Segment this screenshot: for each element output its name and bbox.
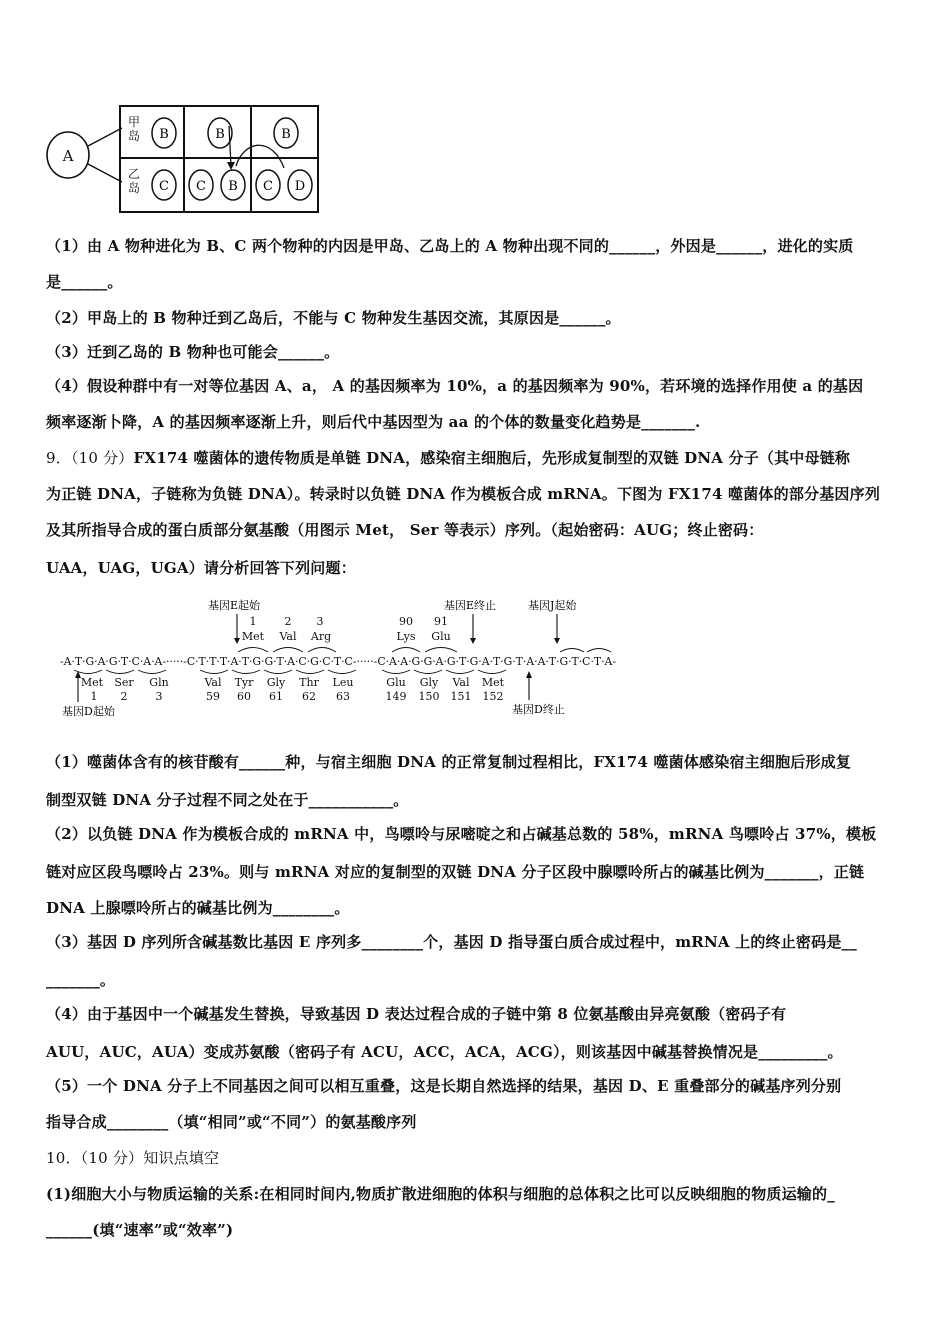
bottom-aa-leu: Leu [332, 676, 354, 689]
bottom-number-2: 2 [120, 690, 128, 703]
q9-intro-text: FX174 噬菌体的遗传物质是单链 DNA，感染宿主细胞后，先形成复制型的双链 DNA 分子（其中母链称 [133, 449, 851, 467]
island-jia-label: 甲岛 [127, 115, 141, 143]
q9-intro-line3: 及其所指导合成的蛋白质部分氨基酸（用图示 Met， Ser 等表示）序列。（起始密码：AUG；终止密码： [46, 521, 764, 539]
top-aa-val: Val [279, 630, 297, 643]
bottom-aa-gln: Gln [149, 676, 169, 689]
top-aa-met: Met [241, 630, 265, 643]
q9-number: 9．（10 分） [46, 449, 134, 467]
q9-part1-line1: （1）噬菌体含有的核苷酸有______种，与宿主细胞 DNA 的正常复制过程相比，FX174 噬菌体感染宿主细胞后形成复 [46, 753, 852, 771]
jia-cell-2 [208, 118, 232, 148]
bottom-number-1: 1 [90, 690, 98, 703]
q9-part2-line2: 链对应区段鸟嘌呤占 23%。则与 mRNA 对应的复制型的双链 DNA 分子区段中腺嘌呤所占的碱基比例为_______，正链 [46, 863, 865, 881]
q9-intro-line1 [46, 448, 906, 468]
q8-part1-line2: 是______。 [46, 273, 123, 291]
q9-part5-line2: 指导合成________（填“相同”或“不同”）的氨基酸序列 [46, 1113, 417, 1131]
svg-text:B: B [215, 127, 225, 142]
bottom-number-62: 62 [302, 690, 316, 703]
top-number-90: 90 [399, 615, 413, 628]
q8-part4-line1: （4）假设种群中有一对等位基因 A、a， A 的基因频率为 10%，a 的基因频率为 90%，若环境的选择作用使 a 的基因 [46, 377, 864, 395]
bottom-number-152: 152 [482, 690, 504, 703]
q9-part3-line2: _______。 [46, 971, 116, 989]
q10-heading: 10．（10 分）知识点填空 [46, 1149, 220, 1167]
jia-cell-1 [152, 118, 176, 148]
bottom-aa-thr: Thr [299, 676, 319, 689]
svg-text:B: B [281, 127, 291, 142]
bottom-aa-tyr: Tyr [234, 676, 254, 689]
dna-sequence: -A·T·G·A·G·T·C·A·A-·····-C·T·T·T·A·T·G·G·T·A·C·G·C·T·C-·····-C·A·A·G·G·A·G·T·G·A·T·G·T·A·A·T·G·T·C·T·A- [60, 655, 617, 668]
yi-cell-3 [221, 170, 245, 200]
gene-d-end-label: 基因D终止 [512, 703, 565, 716]
q9-part4-line1: （4）由于基因中一个碱基发生替换，导致基因 D 表达过程合成的子链中第 8 位氨基酸由异亮氨酸（密码子有 [46, 1005, 787, 1023]
bottom-number-60: 60 [237, 690, 251, 703]
bottom-aa-met: Met [80, 676, 104, 689]
island-diagram [44, 100, 334, 218]
svg-text:B: B [159, 127, 169, 142]
q9-part1-line2: 制型双链 DNA 分子过程不同之处在于___________。 [46, 791, 409, 809]
top-aa-arg: Arg [310, 630, 332, 643]
migration-curve-arrow [236, 145, 284, 168]
bottom-aa-glu-149: Glu [386, 676, 406, 689]
yi-cell-1 [152, 170, 176, 200]
bottom-number-149: 149 [385, 690, 407, 703]
bottom-number-61: 61 [269, 690, 283, 703]
q9-part2-line3: DNA 上腺嘌呤所占的碱基比例为________。 [46, 899, 350, 917]
yi-cell-2 [189, 170, 213, 200]
q9-part5-line1: （5）一个 DNA 分子上不同基因之间可以相互重叠，这是长期自然选择的结果，基因 D、E 重叠部分的碱基序列分别 [46, 1077, 842, 1095]
q9-part2-line1: （2）以负链 DNA 作为模板合成的 mRNA 中，鸟嘌呤与尿嘧啶之和占碱基总数的 58%，mRNA 鸟嘌呤占 37%，模板 [46, 825, 877, 843]
svg-text:B: B [228, 179, 238, 194]
q8-part2: （2）甲岛上的 B 物种迁到乙岛后，不能与 C 物种发生基因交流，其原因是______。 [46, 309, 621, 327]
top-aa-lys: Lys [396, 630, 416, 643]
jia-cell-3 [274, 118, 298, 148]
q10-part1-line1: (1)细胞大小与物质运输的关系:在相同时间内,物质扩散进细胞的体积与细胞的总体积之比可以反映细胞的物质运输的_ [46, 1185, 835, 1203]
species-a-label: A [62, 147, 74, 165]
q8-part4-line2: 频率逐渐卜降，A 的基因频率逐渐上升，则后代中基因型为 aa 的个体的数量变化趋势是_______. [46, 413, 701, 431]
island-yi-label: 乙岛 [127, 167, 141, 195]
top-number-1: 1 [249, 615, 257, 628]
bottom-aa-ser: Ser [114, 676, 134, 689]
q10-part1-line2: ______(填“速率”或“效率”) [46, 1221, 234, 1239]
yi-cell-4 [256, 170, 280, 200]
svg-text:C: C [159, 179, 169, 194]
gene-j-start-label: 基因J起始 [528, 599, 577, 612]
top-number-3: 3 [316, 615, 324, 628]
bottom-aa-val-59: Val [204, 676, 222, 689]
bottom-aa-val-151: Val [452, 676, 470, 689]
bottom-number-151: 151 [450, 690, 472, 703]
gene-e-start-label: 基因E起始 [208, 599, 261, 612]
bottom-aa-gly-61: Gly [266, 676, 286, 689]
top-number-2: 2 [284, 615, 292, 628]
yi-cell-5 [288, 170, 312, 200]
bottom-aa-met-152: Met [481, 676, 505, 689]
svg-text:C: C [263, 179, 273, 194]
q9-intro-line4: UAA，UAG，UGA）请分析回答下列问题： [46, 559, 356, 577]
q9-part3-line1: （3）基因 D 序列所含碱基数比基因 E 序列多________个，基因 D 指导蛋白质合成过程中，mRNA 上的终止密码是__ [46, 933, 857, 951]
q8-part1-line1: （1）由 A 物种进化为 B、C 两个物种的内因是甲岛、乙岛上的 A 物种出现不同的______，外因是______，进化的实质 [46, 237, 854, 255]
q9-intro-line2: 为正链 DNA，子链称为负链 DNA）。转录时以负链 DNA 作为模板合成 mRNA。下图为 FX174 噬菌体的部分基因序列 [46, 485, 881, 503]
gene-e-end-label: 基因E终止 [444, 599, 497, 612]
gene-d-start-label: 基因D起始 [62, 705, 115, 718]
q8-part3: （3）迁到乙岛的 B 物种也可能会______。 [46, 343, 340, 361]
svg-text:C: C [196, 179, 206, 194]
migration-arrow-down [229, 126, 231, 166]
bottom-number-63: 63 [336, 690, 350, 703]
q9-part4-line2: AUU，AUC，AUA）变成苏氨酸（密码子有 ACU，ACC，ACA，ACG），则该基因中碱基替换情况是_________。 [46, 1043, 843, 1061]
bottom-number-150: 150 [418, 690, 440, 703]
bottom-aa-gly-150: Gly [419, 676, 439, 689]
top-aa-glu: Glu [431, 630, 451, 643]
gene-sequence-figure [60, 594, 640, 722]
bottom-number-3: 3 [155, 690, 163, 703]
svg-text:D: D [294, 179, 306, 194]
top-number-91: 91 [434, 615, 448, 628]
bottom-number-59: 59 [206, 690, 220, 703]
